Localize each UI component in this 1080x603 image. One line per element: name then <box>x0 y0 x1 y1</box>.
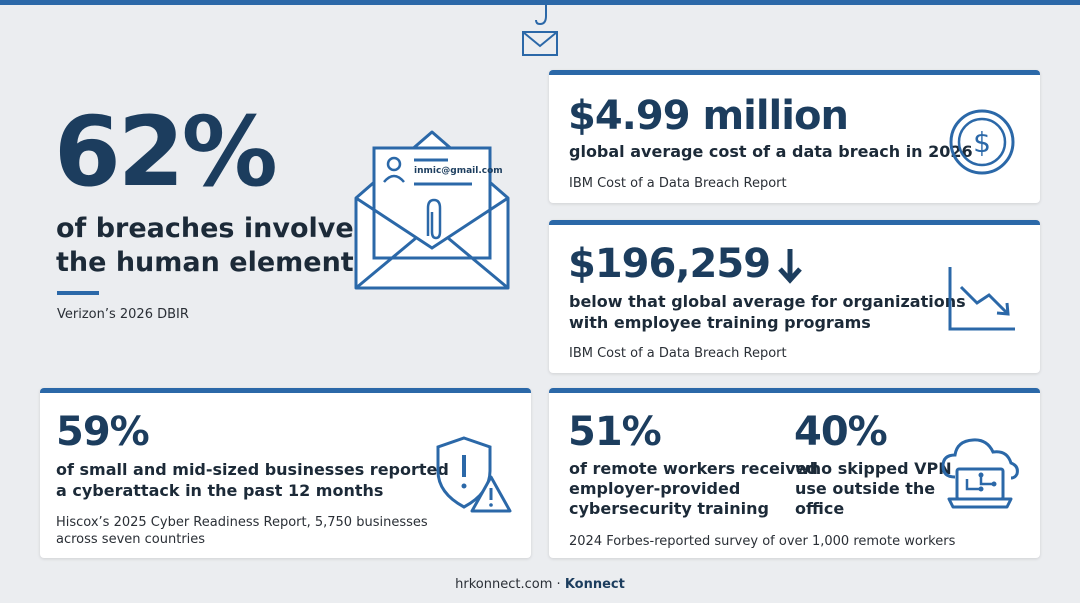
breach-cost-description: global average cost of a data breach in 2026 <box>569 142 973 161</box>
footer <box>0 576 1080 594</box>
remote-training-description-line1: of remote workers received <box>569 459 819 478</box>
card-breach-cost <box>549 70 1040 203</box>
phishing-hook-icon <box>520 4 560 58</box>
smb-attacks-source-line2: across seven countries <box>56 532 206 547</box>
hero-stat: 62% <box>54 96 275 208</box>
training-savings-description-line2: with employee training programs <box>569 313 871 332</box>
vpn-skip-stat: 40% <box>794 409 887 455</box>
breach-cost-stat: $4.99 million <box>568 93 848 139</box>
smb-attacks-description-line2: a cyberattack in the past 12 months <box>56 481 384 500</box>
smb-attacks-source-line1: Hiscox’s 2025 Cyber Readiness Report, 5,750 businesses <box>56 515 428 530</box>
hero-divider <box>57 291 99 295</box>
hero-description-line2: the human element <box>56 247 354 278</box>
remote-training-stat: 51% <box>568 409 661 455</box>
card-training-savings <box>549 220 1040 373</box>
card-remote-workers <box>549 388 1040 558</box>
remote-training-description-line3: cybersecurity training <box>569 499 769 518</box>
down-arrow-icon <box>777 247 803 283</box>
dollar-icon <box>949 109 1015 175</box>
smb-attacks-description-line1: of small and mid-sized businesses reported <box>56 460 449 479</box>
footer-site: hrkonnect.com <box>455 577 553 592</box>
hero-source: Verizon’s 2026 DBIR <box>57 307 189 322</box>
footer-separator: · <box>556 577 561 592</box>
vpn-skip-description-line3: office <box>795 499 845 518</box>
remote-training-description-line2: employer-provided <box>569 479 741 498</box>
shield-warning-icon <box>434 435 514 515</box>
downtrend-chart-icon <box>947 265 1017 331</box>
vpn-skip-description-line2: use outside the <box>795 479 936 498</box>
vpn-skip-description-line1: who skipped VPN <box>795 459 952 478</box>
svg-text:$: $ <box>973 126 991 159</box>
card-smb-attacks <box>40 388 531 558</box>
training-savings-stat: $196,259 <box>568 241 771 287</box>
footer-brand: Konnect <box>564 577 625 592</box>
training-savings-description-line1: below that global average for organizations <box>569 292 966 311</box>
hero-description-line1: of breaches involve <box>56 213 354 244</box>
breach-cost-source: IBM Cost of a Data Breach Report <box>569 176 787 191</box>
training-savings-source: IBM Cost of a Data Breach Report <box>569 346 787 361</box>
email-address-text: inmic@gmail.com <box>414 166 503 176</box>
cloud-laptop-icon <box>941 437 1021 511</box>
email-envelope-icon <box>352 128 512 292</box>
remote-workers-source: 2024 Forbes-reported survey of over 1,000 remote workers <box>569 534 956 549</box>
smb-attacks-stat: 59% <box>56 409 149 455</box>
